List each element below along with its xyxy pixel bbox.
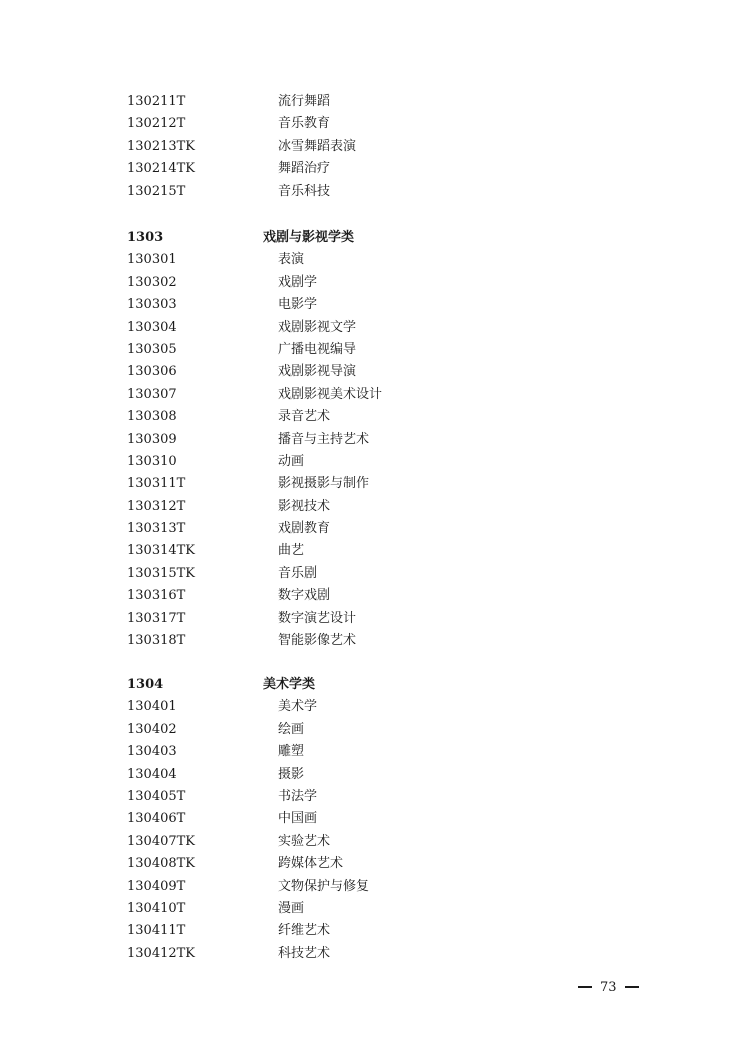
- major-name: 智能影像艺术: [278, 633, 357, 649]
- category-header: [127, 227, 527, 249]
- major-name: 摄影: [278, 766, 305, 782]
- major-code: 130313T: [127, 521, 186, 537]
- section-1304: [127, 674, 527, 965]
- major-code: 130317T: [127, 610, 186, 626]
- major-code: 130306: [127, 364, 177, 380]
- list-item: [127, 317, 527, 339]
- list-item: [127, 136, 527, 158]
- major-code: 130312T: [127, 498, 186, 514]
- list-item: [127, 786, 527, 808]
- major-name: 戏剧影视导演: [278, 364, 357, 380]
- major-name: 电影学: [278, 297, 318, 313]
- major-code: 130412TK: [127, 945, 196, 961]
- major-code: 130309: [127, 431, 177, 447]
- major-name: 流行舞蹈: [278, 94, 331, 109]
- list-item: [127, 113, 527, 135]
- major-code: 130304: [127, 319, 177, 335]
- major-name: 舞蹈治疗: [278, 161, 331, 177]
- major-code: 130406T: [127, 811, 186, 827]
- major-code: 130214TK: [127, 161, 196, 177]
- list-item: [127, 853, 527, 875]
- major-code: 130410T: [127, 900, 186, 916]
- major-name: 数字演艺设计: [278, 610, 357, 626]
- list-item: [127, 272, 527, 294]
- major-name: 表演: [278, 252, 305, 268]
- list-item: [127, 339, 527, 361]
- list-item: [127, 451, 527, 473]
- major-code: 130311T: [127, 476, 186, 492]
- major-code: 130404: [127, 766, 177, 782]
- section-1303: [127, 227, 527, 652]
- major-name: 绘画: [278, 721, 305, 737]
- list-item: [127, 473, 527, 495]
- major-name: 戏剧影视文学: [278, 319, 357, 335]
- list-item: [127, 585, 527, 607]
- major-code: 130314TK: [127, 543, 196, 559]
- list-item: [127, 741, 527, 763]
- major-code: 130305: [127, 341, 177, 357]
- major-code: 130407TK: [127, 833, 196, 849]
- major-code: 130302: [127, 274, 177, 290]
- list-item: [127, 540, 527, 562]
- major-name: 戏剧教育: [278, 521, 331, 537]
- left-dash: [578, 986, 592, 988]
- category-name: 戏剧与影视学类: [263, 230, 355, 245]
- list-item: [127, 361, 527, 383]
- major-name: 冰雪舞蹈表演: [278, 138, 357, 154]
- major-name: 录音艺术: [278, 409, 331, 425]
- page-number: 73: [600, 979, 617, 995]
- list-item: [127, 719, 527, 741]
- list-item: [127, 920, 527, 942]
- category-header: [127, 674, 527, 696]
- list-item: [127, 91, 527, 113]
- list-item: [127, 696, 527, 718]
- major-name: 美术学: [278, 699, 318, 715]
- list-item: [127, 630, 527, 652]
- major-name: 雕塑: [278, 744, 305, 760]
- list-item: [127, 764, 527, 786]
- major-code: 130405T: [127, 788, 186, 804]
- list-item: [127, 384, 527, 406]
- list-item: [127, 518, 527, 540]
- list-item: [127, 249, 527, 271]
- right-dash: [625, 986, 639, 988]
- major-name: 文物保护与修复: [278, 878, 370, 894]
- major-code: 130411T: [127, 923, 186, 939]
- list-item: [127, 294, 527, 316]
- major-code: 130401: [127, 699, 177, 715]
- major-code: 130307: [127, 386, 177, 402]
- major-name: 动画: [278, 453, 305, 469]
- major-name: 戏剧影视美术设计: [278, 386, 383, 402]
- major-name: 影视技术: [278, 498, 331, 514]
- major-name: 书法学: [278, 788, 318, 804]
- list-item: [127, 831, 527, 853]
- major-name: 播音与主持艺术: [278, 431, 370, 447]
- page-footer: [578, 977, 639, 997]
- major-name: 科技艺术: [278, 945, 331, 961]
- list-item: [127, 943, 527, 965]
- major-code: 130316T: [127, 588, 186, 604]
- major-name: 数字戏剧: [278, 588, 331, 604]
- major-name: 曲艺: [278, 543, 305, 559]
- category-name: 美术学类: [263, 677, 316, 692]
- major-code: 130211T: [127, 94, 186, 109]
- major-name: 音乐剧: [278, 565, 318, 581]
- major-name: 音乐科技: [278, 183, 331, 199]
- major-code: 130215T: [127, 183, 186, 199]
- major-code: 130303: [127, 297, 177, 313]
- major-name: 跨媒体艺术: [278, 856, 344, 872]
- major-code: 130409T: [127, 878, 186, 894]
- major-code: 130213TK: [127, 138, 196, 154]
- major-name: 广播电视编导: [278, 341, 357, 357]
- major-code: 130318T: [127, 633, 186, 649]
- list-item: [127, 898, 527, 920]
- list-item: [127, 181, 527, 203]
- list-item: [127, 808, 527, 830]
- major-name: 实验艺术: [278, 833, 331, 849]
- list-item: [127, 429, 527, 451]
- major-code: 130408TK: [127, 856, 196, 872]
- major-code: 130212T: [127, 116, 186, 132]
- list-item: [127, 608, 527, 630]
- list-item: [127, 406, 527, 428]
- list-item: [127, 158, 527, 180]
- major-code: 130315TK: [127, 565, 196, 581]
- major-name: 音乐教育: [278, 116, 331, 132]
- list-item: [127, 496, 527, 518]
- major-name: 影视摄影与制作: [278, 476, 370, 492]
- major-code: 130403: [127, 744, 177, 760]
- list-item: [127, 563, 527, 585]
- major-code: 130310: [127, 453, 177, 469]
- major-name: 纤维艺术: [278, 923, 331, 939]
- major-code: 130308: [127, 409, 177, 425]
- section-1302-continued: [127, 91, 527, 203]
- major-name: 漫画: [278, 900, 305, 916]
- category-code: 1304: [127, 677, 164, 692]
- major-code: 130301: [127, 252, 177, 268]
- category-code: 1303: [127, 230, 164, 245]
- major-name: 戏剧学: [278, 274, 318, 290]
- major-name: 中国画: [278, 811, 318, 827]
- list-item: [127, 876, 527, 898]
- major-code: 130402: [127, 721, 177, 737]
